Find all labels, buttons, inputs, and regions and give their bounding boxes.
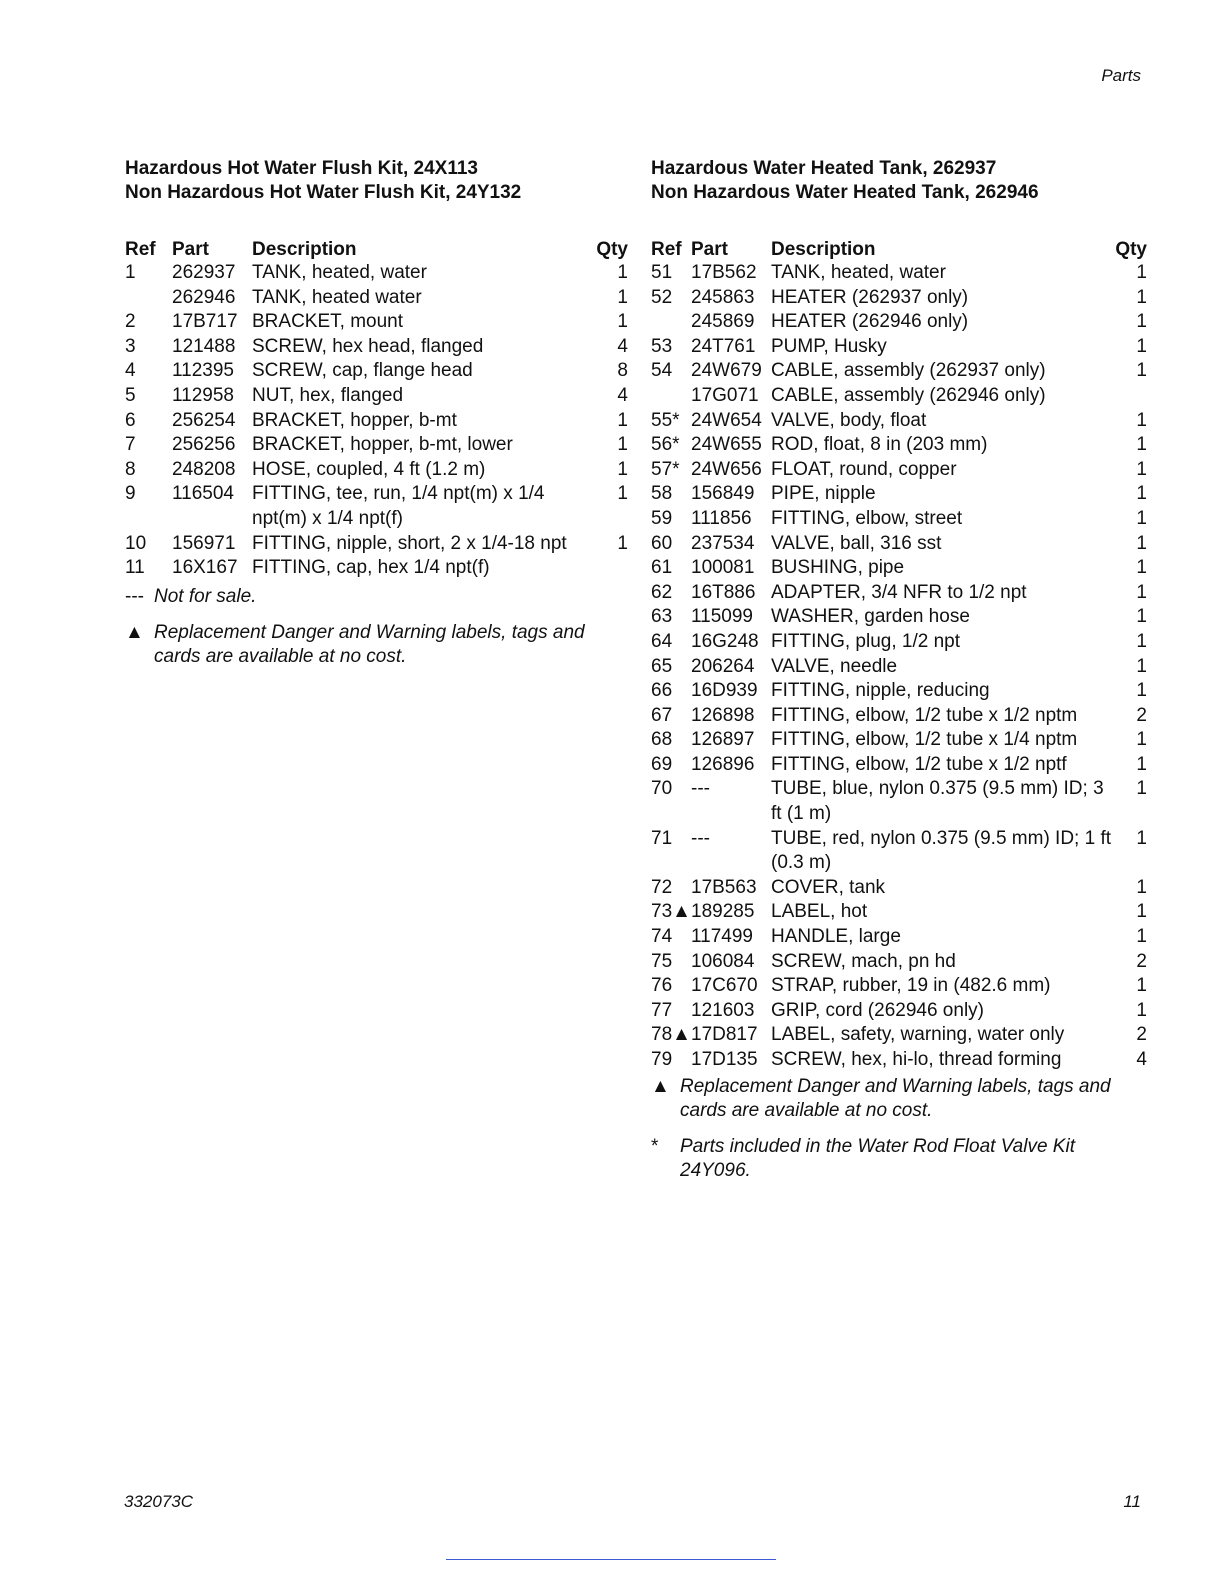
- ref-cell: 52: [651, 286, 673, 308]
- description-cell: TANK, heated, water: [252, 262, 427, 283]
- part-number-cell: 121603: [691, 999, 755, 1021]
- description-cell: TUBE, red, nylon 0.375 (9.5 mm) ID; 1 ft (0.3 m): [771, 827, 1112, 874]
- description-cell: LABEL, hot: [771, 901, 868, 923]
- description-cell: FITTING, plug, 1/2 npt: [771, 630, 961, 652]
- ref-cell: 60: [651, 532, 673, 554]
- column-header-part: Part: [172, 239, 209, 260]
- ref-cell: 62: [651, 581, 673, 603]
- qty-cell: 4: [617, 384, 628, 406]
- part-number-cell: 16T886: [691, 581, 756, 603]
- part-number-cell: 115099: [691, 606, 753, 628]
- qty-cell: 1: [1136, 975, 1147, 997]
- table-row: [651, 605, 1147, 630]
- table-row: [651, 753, 1147, 778]
- table-row: [125, 310, 628, 335]
- part-number-cell: 112395: [172, 360, 234, 382]
- qty-cell: 1: [1136, 532, 1147, 554]
- flush-kit-title-line1: Hazardous Hot Water Flush Kit, 24X113: [125, 158, 478, 179]
- part-number-cell: 117499: [691, 926, 753, 948]
- part-number-cell: 256254: [172, 409, 236, 431]
- not-for-sale-symbol: ---: [125, 585, 144, 607]
- ref-cell: 11: [125, 557, 145, 579]
- ref-cell: 1: [125, 262, 136, 283]
- description-cell: SCREW, mach, pn hd: [771, 950, 956, 972]
- table-row: [125, 384, 628, 409]
- flush-kit-parts-table: [125, 235, 628, 581]
- description-cell: FITTING, elbow, 1/2 tube x 1/2 nptm: [771, 704, 1078, 726]
- part-number-cell: 189285: [691, 901, 755, 923]
- ref-cell: 67: [651, 704, 673, 726]
- ref-cell: 55*: [651, 409, 680, 431]
- qty-cell: 1: [1136, 630, 1147, 652]
- ref-cell: 7: [125, 434, 136, 456]
- section-label: Parts: [1101, 66, 1141, 85]
- part-number-cell: ---: [691, 778, 710, 800]
- ref-cell: 70: [651, 778, 673, 800]
- footer-rule: [446, 1559, 776, 1560]
- table-row: [651, 900, 1147, 925]
- table-row: [651, 630, 1147, 655]
- table-row: [651, 556, 1147, 581]
- qty-cell: 2: [1136, 950, 1147, 972]
- table-row: [651, 655, 1147, 680]
- description-cell: BUSHING, pipe: [771, 557, 905, 579]
- qty-cell: 1: [617, 458, 628, 480]
- description-cell: CABLE, assembly (262937 only): [771, 360, 1046, 382]
- description-cell: WASHER, garden hose: [771, 606, 970, 628]
- qty-cell: 8: [617, 360, 628, 382]
- table-row: [651, 409, 1147, 434]
- column-header-qty: Qty: [1115, 239, 1147, 260]
- description-cell: STRAP, rubber, 19 in (482.6 mm): [771, 975, 1051, 997]
- qty-cell: 1: [1136, 262, 1147, 283]
- ref-cell: 2: [125, 311, 136, 333]
- qty-cell: 1: [1136, 753, 1147, 775]
- part-number-cell: 24W656: [691, 458, 762, 480]
- table-row: [125, 433, 628, 458]
- qty-cell: 1: [1136, 434, 1147, 456]
- table-row: [651, 950, 1147, 975]
- ref-cell: [125, 286, 172, 311]
- heated-tank-title-line2: Non Hazardous Water Heated Tank, 262946: [651, 182, 1039, 203]
- ref-cell: 54: [651, 360, 673, 382]
- qty-cell: 1: [1136, 729, 1147, 751]
- flush-kit-section: [125, 157, 628, 669]
- column-header-description: Description: [252, 239, 357, 260]
- table-row: [125, 482, 628, 531]
- ref-cell: 5: [125, 384, 136, 406]
- flush-kit-title: [125, 157, 628, 235]
- ref-cell: 59: [651, 507, 673, 529]
- ref-cell: 73▲: [651, 901, 691, 923]
- warning-triangle-icon: ▲: [651, 1075, 670, 1097]
- table-header-row: [125, 235, 628, 261]
- table-row: [651, 876, 1147, 901]
- table-row: [651, 777, 1147, 826]
- table-row: [125, 409, 628, 434]
- ref-cell: 8: [125, 458, 136, 480]
- qty-cell: 1: [1136, 778, 1147, 800]
- ref-cell: 66: [651, 680, 673, 702]
- qty-cell: 1: [617, 409, 628, 431]
- qty-cell: 1: [617, 532, 628, 554]
- qty-cell: 1: [617, 311, 628, 333]
- part-number-cell: 106084: [691, 950, 755, 972]
- part-number-cell: 100081: [691, 557, 755, 579]
- table-row: [651, 532, 1147, 557]
- ref-cell: 58: [651, 483, 673, 505]
- ref-cell: 9: [125, 483, 136, 505]
- ref-cell: 71: [651, 827, 673, 849]
- page-number: 11: [1123, 1492, 1141, 1511]
- description-cell: PUMP, Husky: [771, 335, 887, 357]
- ref-cell: 10: [125, 532, 147, 554]
- description-cell: VALVE, needle: [771, 655, 898, 677]
- ref-cell: 53: [651, 335, 673, 357]
- table-row: [651, 728, 1147, 753]
- table-row: [651, 286, 1147, 311]
- description-cell: HANDLE, large: [771, 926, 901, 948]
- description-cell: ROD, float, 8 in (203 mm): [771, 434, 988, 456]
- table-row: [125, 261, 628, 286]
- heated-tank-title: [651, 157, 1147, 235]
- part-number-cell: 116504: [172, 483, 234, 505]
- table-row: [651, 310, 1147, 335]
- ref-cell: 4: [125, 360, 136, 382]
- table-row: [651, 384, 1147, 409]
- ref-cell: 61: [651, 557, 673, 579]
- table-row: [651, 999, 1147, 1024]
- ref-cell: 76: [651, 975, 673, 997]
- part-number-cell: 17G071: [691, 384, 759, 406]
- description-cell: HEATER (262946 only): [771, 311, 969, 333]
- ref-cell: 57*: [651, 458, 680, 480]
- description-cell: NUT, hex, flanged: [252, 384, 404, 406]
- qty-cell: 1: [1136, 926, 1147, 948]
- not-for-sale-text: Not for sale.: [154, 585, 257, 607]
- part-number-cell: 126897: [691, 729, 755, 751]
- qty-cell: 1: [1136, 311, 1147, 333]
- part-number-cell: 17B717: [172, 311, 238, 333]
- part-number-cell: 24W655: [691, 434, 762, 456]
- part-number-cell: 206264: [691, 655, 755, 677]
- column-header-part: Part: [691, 239, 728, 260]
- description-cell: VALVE, ball, 316 sst: [771, 532, 942, 554]
- ref-cell: [651, 384, 691, 409]
- description-cell: CABLE, assembly (262946 only): [771, 384, 1046, 406]
- description-cell: BRACKET, mount: [252, 311, 403, 333]
- table-row: [125, 286, 628, 311]
- part-number-cell: 237534: [691, 532, 755, 554]
- qty-cell: 1: [1136, 876, 1147, 898]
- qty-cell: 1: [1136, 360, 1147, 382]
- table-row: [651, 581, 1147, 606]
- ref-cell: 69: [651, 753, 673, 775]
- ref-cell: 72: [651, 876, 673, 898]
- qty-cell: 1: [1136, 581, 1147, 603]
- table-row: [125, 335, 628, 360]
- description-cell: FITTING, elbow, street: [771, 507, 963, 529]
- description-cell: TUBE, blue, nylon 0.375 (9.5 mm) ID; 3 ft (1 m): [771, 778, 1104, 825]
- part-number-cell: 17C670: [691, 975, 758, 997]
- table-row: [651, 458, 1147, 483]
- warning-labels-note: [125, 621, 628, 669]
- not-for-sale-note: [125, 585, 628, 609]
- warning-labels-text: Replacement Danger and Warning labels, tags and cards are available at no cost.: [680, 1075, 1111, 1121]
- column-header-qty: Qty: [596, 239, 628, 260]
- float-valve-kit-text: Parts included in the Water Rod Float Valve Kit 24Y096.: [680, 1135, 1075, 1181]
- qty-cell: 1: [1136, 335, 1147, 357]
- part-number-cell: 16G248: [691, 630, 759, 652]
- ref-cell: 77: [651, 999, 673, 1021]
- qty-cell: 1: [1136, 507, 1147, 529]
- heated-tank-parts-table: [651, 235, 1147, 1073]
- qty-cell: 4: [1136, 1049, 1147, 1070]
- part-number-cell: 156849: [691, 483, 755, 505]
- asterisk-symbol: *: [651, 1135, 659, 1157]
- ref-cell: 63: [651, 606, 673, 628]
- table-row: [125, 532, 628, 557]
- part-number-cell: 16D939: [691, 680, 758, 702]
- description-cell: HOSE, coupled, 4 ft (1.2 m): [252, 458, 486, 480]
- flush-kit-title-line2: Non Hazardous Hot Water Flush Kit, 24Y132: [125, 182, 522, 203]
- description-cell: FITTING, nipple, short, 2 x 1/4-18 npt: [252, 532, 567, 554]
- qty-cell: 1: [1136, 827, 1147, 849]
- description-cell: ADAPTER, 3/4 NFR to 1/2 npt: [771, 581, 1027, 603]
- part-number-cell: 248208: [172, 458, 236, 480]
- table-row: [651, 925, 1147, 950]
- table-row: [125, 556, 628, 581]
- ref-cell: 79: [651, 1049, 673, 1070]
- description-cell: FITTING, cap, hex 1/4 npt(f): [252, 557, 490, 579]
- ref-cell: 64: [651, 630, 673, 652]
- qty-cell: 1: [1136, 999, 1147, 1021]
- description-cell: SCREW, hex head, flanged: [252, 335, 484, 357]
- part-number-cell: 245869: [691, 311, 755, 333]
- qty-cell: 1: [1136, 483, 1147, 505]
- qty-cell: 4: [617, 335, 628, 357]
- qty-cell: 1: [1136, 655, 1147, 677]
- part-number-cell: 121488: [172, 335, 236, 357]
- qty-cell: 1: [1136, 606, 1147, 628]
- part-number-cell: 126898: [691, 704, 755, 726]
- qty-cell: 1: [1136, 409, 1147, 431]
- table-row: [651, 433, 1147, 458]
- table-row: [651, 679, 1147, 704]
- table-row: [651, 507, 1147, 532]
- table-row: [651, 1048, 1147, 1073]
- part-number-cell: 16X167: [172, 557, 238, 579]
- part-number-cell: ---: [691, 827, 710, 849]
- description-cell: HEATER (262937 only): [771, 286, 969, 308]
- part-number-cell: 17B562: [691, 262, 757, 283]
- qty-cell: 1: [617, 286, 628, 308]
- ref-cell: 56*: [651, 434, 680, 456]
- description-cell: FITTING, elbow, 1/2 tube x 1/2 nptf: [771, 753, 1067, 775]
- part-number-cell: 112958: [172, 384, 234, 406]
- part-number-cell: 262937: [172, 262, 236, 283]
- part-number-cell: 256256: [172, 434, 236, 456]
- table-row: [651, 704, 1147, 729]
- table-row: [651, 827, 1147, 876]
- table-row: [125, 458, 628, 483]
- part-number-cell: 17D135: [691, 1049, 758, 1070]
- float-valve-kit-note: [651, 1135, 1147, 1183]
- ref-cell: 75: [651, 950, 673, 972]
- column-header-description: Description: [771, 239, 876, 260]
- part-number-cell: 24W679: [691, 360, 762, 382]
- qty-cell: 2: [1136, 1024, 1147, 1046]
- description-cell: FLOAT, round, copper: [771, 458, 957, 480]
- description-cell: FITTING, elbow, 1/2 tube x 1/4 nptm: [771, 729, 1078, 751]
- part-number-cell: 111856: [691, 507, 752, 529]
- table-row: [651, 335, 1147, 360]
- warning-labels-note: [651, 1075, 1147, 1123]
- part-number-cell: 245863: [691, 286, 755, 308]
- description-cell: TANK, heated, water: [771, 262, 946, 283]
- description-cell: SCREW, hex, hi-lo, thread forming: [771, 1049, 1062, 1070]
- description-cell: VALVE, body, float: [771, 409, 927, 431]
- part-number-cell: 262946: [172, 286, 236, 308]
- description-cell: BRACKET, hopper, b-mt: [252, 409, 457, 431]
- qty-cell: 1: [617, 262, 628, 283]
- table-row: [651, 1023, 1147, 1048]
- qty-cell: 1: [1136, 286, 1147, 308]
- qty-cell: 1: [1136, 557, 1147, 579]
- qty-cell: 1: [1136, 901, 1147, 923]
- ref-cell: 78▲: [651, 1024, 691, 1046]
- description-cell: GRIP, cord (262946 only): [771, 999, 984, 1021]
- ref-cell: 51: [651, 262, 673, 283]
- ref-cell: 74: [651, 926, 673, 948]
- qty-cell: [1115, 384, 1147, 409]
- heated-tank-section: [651, 157, 1147, 1183]
- warning-triangle-icon: ▲: [125, 621, 144, 643]
- document-number: 332073C: [124, 1492, 194, 1511]
- part-number-cell: 156971: [172, 532, 236, 554]
- description-cell: PIPE, nipple: [771, 483, 876, 505]
- qty-cell: 1: [1136, 680, 1147, 702]
- description-cell: FITTING, nipple, reducing: [771, 680, 990, 702]
- description-cell: LABEL, safety, warning, water only: [771, 1024, 1065, 1046]
- description-cell: COVER, tank: [771, 876, 886, 898]
- table-row: [125, 359, 628, 384]
- description-cell: SCREW, cap, flange head: [252, 360, 473, 382]
- table-row: [651, 974, 1147, 999]
- part-number-cell: 17D817: [691, 1024, 758, 1046]
- ref-cell: 6: [125, 409, 136, 431]
- part-number-cell: 126896: [691, 753, 755, 775]
- description-cell: TANK, heated water: [252, 286, 422, 308]
- table-row: [651, 261, 1147, 286]
- ref-cell: 3: [125, 335, 136, 357]
- table-row: [651, 359, 1147, 384]
- qty-cell: 2: [1136, 704, 1147, 726]
- description-cell: FITTING, tee, run, 1/4 npt(m) x 1/4 npt(m) x 1/4 npt(f): [252, 483, 545, 529]
- part-number-cell: 24W654: [691, 409, 762, 431]
- qty-cell: [596, 556, 628, 581]
- qty-cell: 1: [1136, 458, 1147, 480]
- ref-cell: 65: [651, 655, 673, 677]
- table-row: [651, 482, 1147, 507]
- description-cell: BRACKET, hopper, b-mt, lower: [252, 434, 513, 456]
- qty-cell: 1: [617, 483, 628, 505]
- ref-cell: 68: [651, 729, 673, 751]
- table-header-row: [651, 235, 1147, 261]
- column-header-ref: Ref: [651, 239, 682, 260]
- qty-cell: 1: [617, 434, 628, 456]
- warning-labels-text: Replacement Danger and Warning labels, tags and cards are available at no cost.: [154, 621, 585, 667]
- column-header-ref: Ref: [125, 239, 156, 260]
- heated-tank-title-line1: Hazardous Water Heated Tank, 262937: [651, 158, 997, 179]
- part-number-cell: 17B563: [691, 876, 757, 898]
- part-number-cell: 24T761: [691, 335, 756, 357]
- ref-cell: [651, 310, 691, 335]
